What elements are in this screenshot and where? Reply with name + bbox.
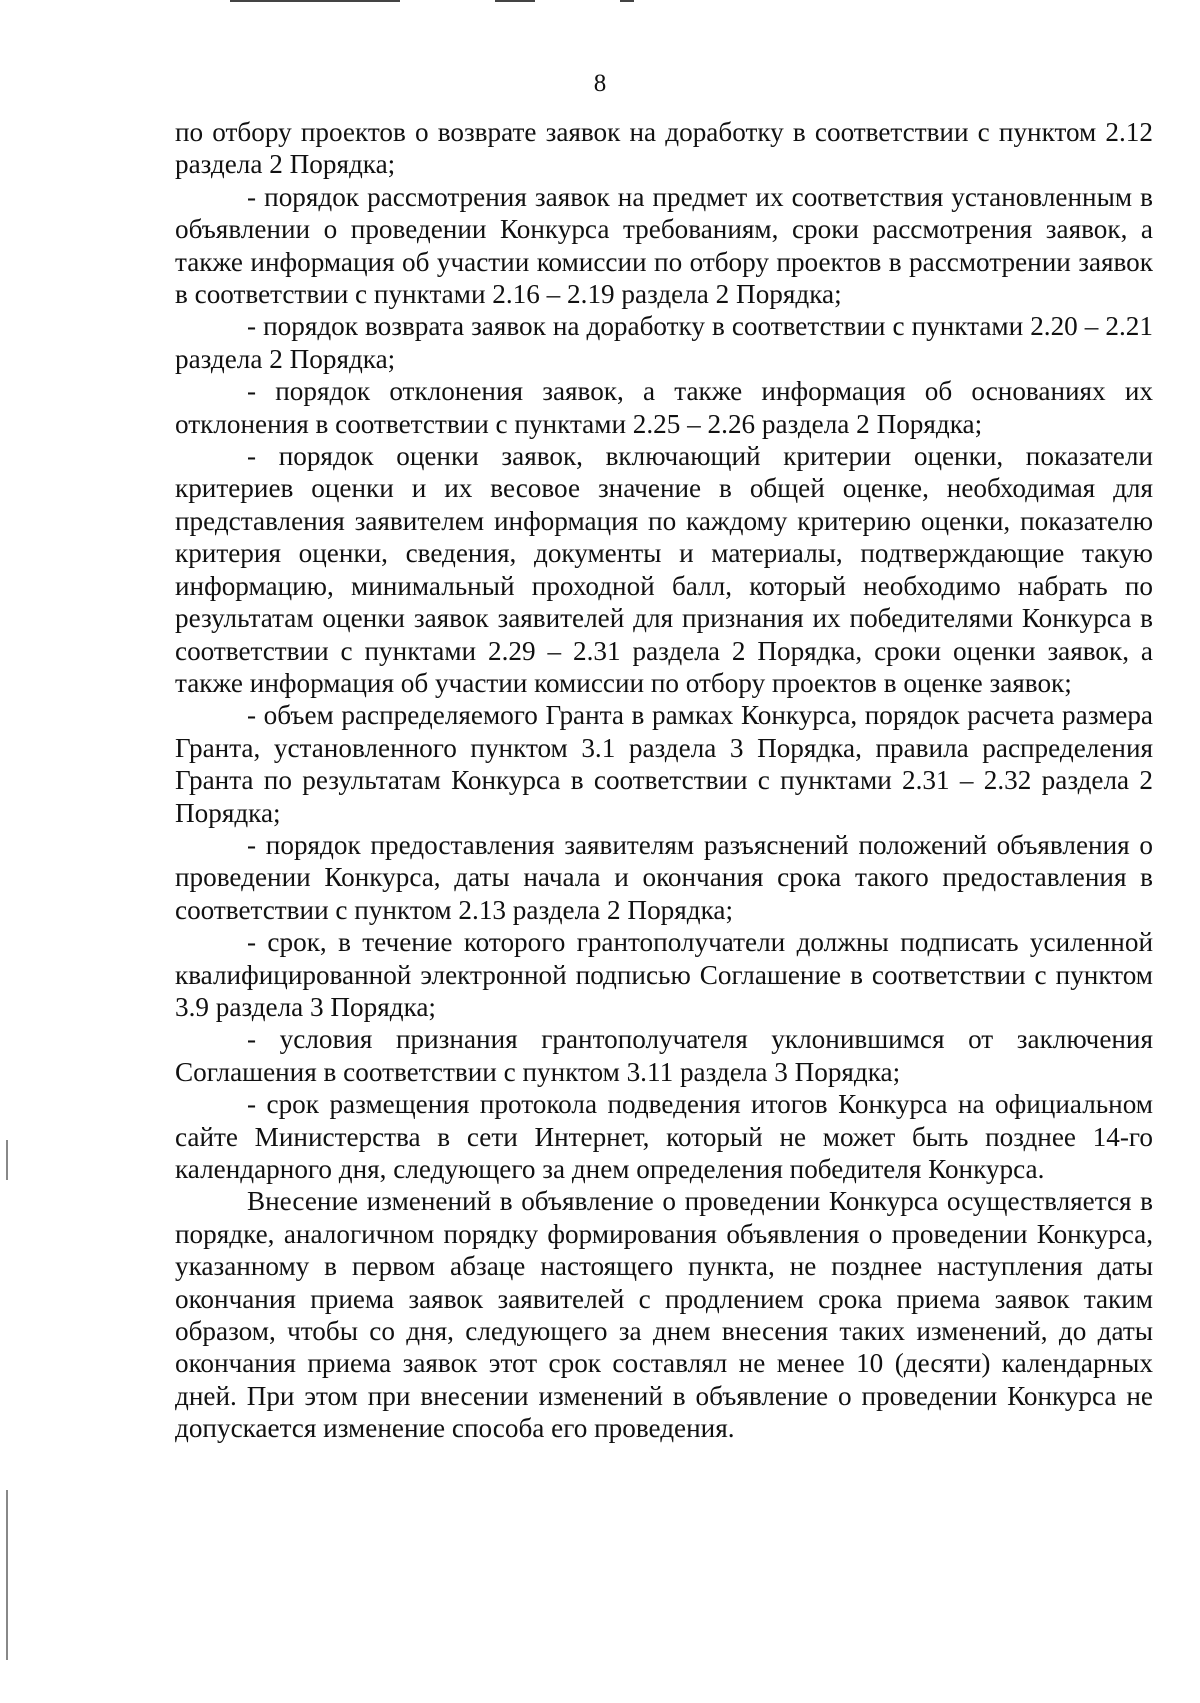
page-number: 8 [593,70,607,97]
scan-artifact-top [620,0,634,2]
paragraph: - порядок возврата заявок на доработку в соответствии с пунктами 2.20 – 2.21 раздела 2 Порядка; [175,311,1153,374]
scan-artifact-top [495,0,535,2]
scan-artifact-left-margin [6,1140,8,1180]
paragraph: - порядок предоставления заявителям разъяснений положений объявления о проведении Конкурса, даты начала и окончания срока такого предоставления в соответствии с пунктом 2.13 раздела 2 Порядка; [175,829,1153,925]
paragraph: - условия признания грантополучателя уклонившимся от заключения Соглашения в соответствии с пунктом 3.11 раздела 3 Порядка; [175,1024,1153,1087]
paragraph: - срок размещения протокола подведения итогов Конкурса на официальном сайте Министерства в сети Интернет, который не может быть позднее 14-го календарного дня, следующего за днем определения победителя Конкурса. [175,1089,1153,1184]
paragraph: Внесение изменений в объявление о проведении Конкурса осуществляется в порядке, аналогичном порядку формирования объявления о проведении Конкурса, указанному в первом абзаце настоящего пункта, не позднее наступления даты окончания приема заявок заявителей с продлением срока приема заявок таким образом, чтобы со дня, следующего за днем внесения таких изменений, до даты окончания приема заявок этот срок составлял не менее 10 (десяти) календарных дней. При этом при внесении изменений в объявление о проведении Конкурса не допускается изменение способа его проведения. [175,1186,1153,1444]
document-body [175,116,1153,1445]
paragraph: - порядок рассмотрения заявок на предмет их соответствия установленным в объявлении о проведении Конкурса требованиям, сроки рассмотрения заявок, а также информация об участии комиссии по отбору проектов в рассмотрении заявок в соответствии с пунктами 2.16 – 2.19 раздела 2 Порядка; [175,181,1153,310]
scan-artifact-left-margin [6,1490,8,1660]
paragraph: - порядок отклонения заявок, а также информация об основаниях их отклонения в соответствии с пунктами 2.25 – 2.26 раздела 2 Порядка; [175,376,1153,439]
paragraph: - порядок оценки заявок, включающий критерии оценки, показатели критериев оценки и их весовое значение в общей оценке, необходимая для представления заявителем информация по каждому критерию оценки, показателю критерия оценки, сведения, документы и материалы, подтверждающие такую информацию, минимальный проходной балл, который необходимо набрать по результатам оценки заявок заявителей для признания их победителями Конкурса в соответствии с пунктами 2.29 – 2.31 раздела 2 Порядка, сроки оценки заявок, а также информация об участии комиссии по отбору проектов в оценке заявок; [175,441,1153,698]
paragraph: - срок, в течение которого грантополучатели должны подписать усиленной квалифицированной электронной подписью Соглашение в соответствии с пунктом 3.9 раздела 3 Порядка; [175,927,1153,1022]
scan-artifact-top [230,0,400,2]
paragraph: - объем распределяемого Гранта в рамках Конкурса, порядок расчета размера Гранта, установленного пунктом 3.1 раздела 3 Порядка, правила распределения Гранта по результатам Конкурса в соответствии с пунктами 2.31 – 2.32 раздела 2 Порядка; [175,700,1153,828]
paragraph: по отбору проектов о возврате заявок на доработку в соответствии с пунктом 2.12 раздела 2 Порядка; [175,117,1153,180]
